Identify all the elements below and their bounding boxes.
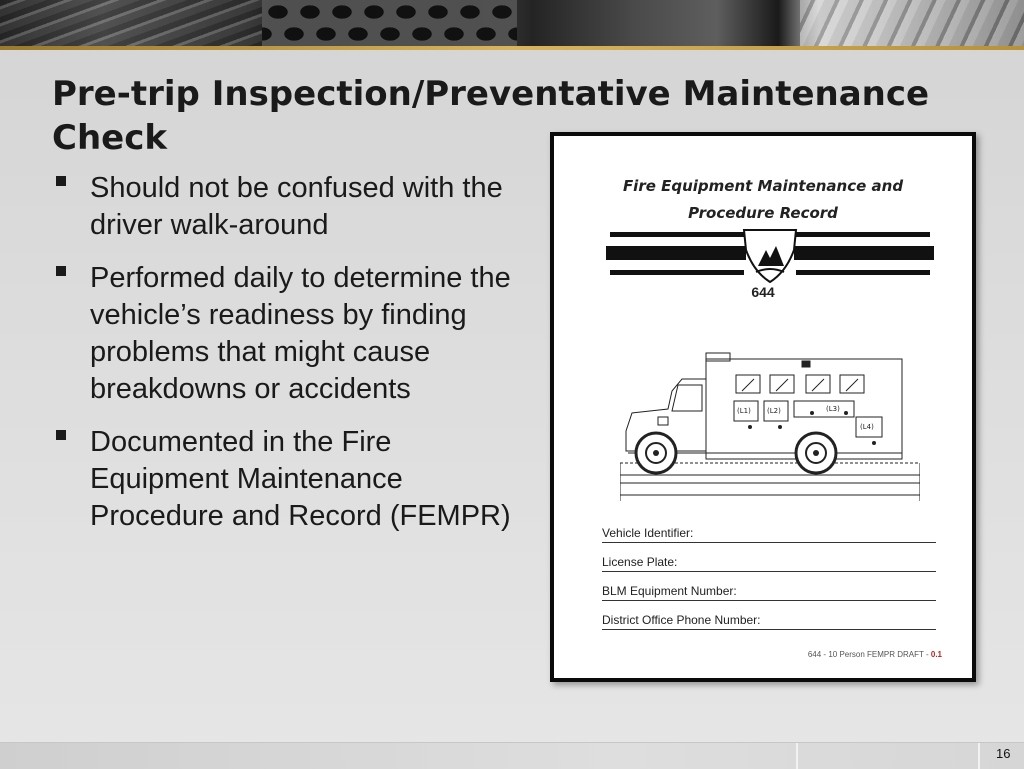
footer-divider (796, 743, 798, 769)
bullet-list (56, 170, 516, 551)
footer-divider (978, 743, 980, 769)
bullet-text: Performed daily to determine the vehicle’s readiness by finding problems that might cause breakdowns or accidents (90, 262, 511, 405)
bullet-text: Should not be confused with the driver walk-around (90, 172, 503, 241)
blm-stripes-logo (606, 228, 936, 284)
document-footer-text: 644 - 10 Person FEMPR DRAFT - (807, 650, 929, 659)
page-number: 16 (996, 746, 1011, 761)
tire-sidewall-image (800, 0, 1024, 46)
footer-bar (0, 742, 1024, 769)
wheel-rear (796, 433, 836, 473)
bullet-item (56, 170, 516, 244)
wheel-front (636, 433, 676, 473)
bullet-text: Documented in the Fire Equipment Maintenance Procedure and Record (FEMPR) (90, 426, 511, 532)
grille-image (262, 0, 517, 46)
document-title-line2: Procedure Record (688, 204, 838, 222)
header-accent-line (0, 46, 1024, 50)
square-bullet-icon (56, 266, 66, 276)
square-bullet-icon (56, 176, 66, 186)
blm-equipment-number-field: BLM Equipment Number: (602, 584, 936, 601)
fempr-document-image (550, 132, 976, 682)
license-plate-field: License Plate: (602, 555, 936, 572)
compartment-label: (L1) (737, 407, 751, 415)
district-office-phone-field: District Office Phone Number: (602, 613, 936, 630)
bullet-item (56, 424, 516, 535)
compartment-label: (L2) (767, 407, 781, 415)
tire-tread-image (0, 0, 262, 46)
document-title-line1: Fire Equipment Maintenance and (622, 177, 904, 195)
document-model-number: 644 (751, 284, 775, 300)
bullet-item (56, 260, 516, 408)
header-banner (0, 0, 1024, 46)
document-footer (808, 650, 942, 659)
vehicle-identifier-field: Vehicle Identifier: (602, 526, 936, 543)
fire-truck-diagram (620, 351, 920, 511)
square-bullet-icon (56, 430, 66, 440)
compartment-label: (L3) (826, 405, 840, 413)
compartment-label: (L4) (860, 423, 874, 431)
document-version: 0.1 (930, 650, 942, 659)
slide-title: Pre-trip Inspection/Preventative Maintenance Check (52, 74, 930, 158)
